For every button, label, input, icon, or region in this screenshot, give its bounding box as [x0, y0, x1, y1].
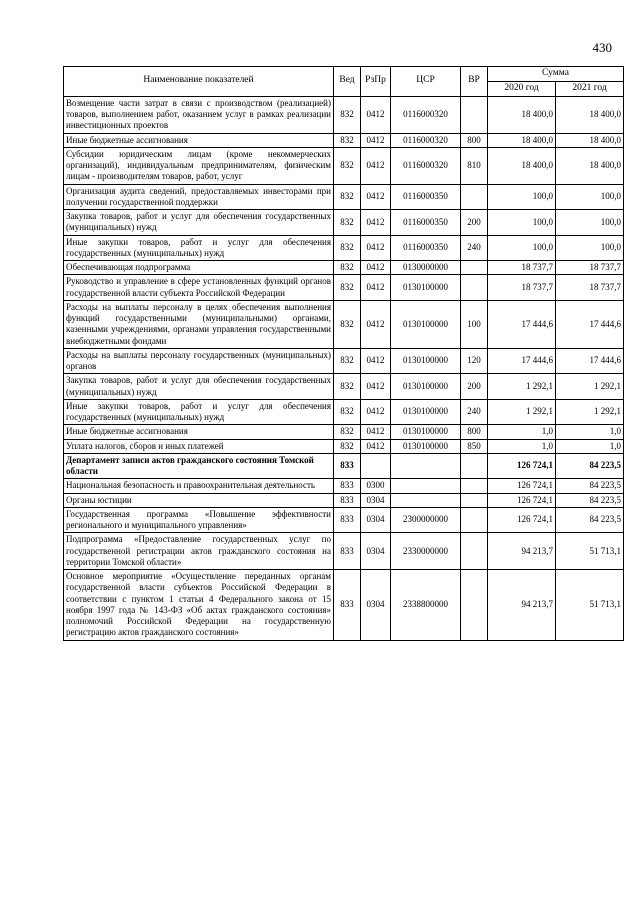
- row-ved-cell: 832: [334, 425, 361, 439]
- row-rzpr-cell: 0412: [361, 439, 391, 453]
- row-csr-cell: 2300000000: [391, 507, 461, 533]
- row-sum-2020-cell: 1 292,1: [488, 399, 556, 425]
- row-rzpr-cell: 0412: [361, 96, 391, 133]
- table-row: [64, 533, 624, 570]
- row-vr-cell: [461, 493, 488, 507]
- table-row: [64, 453, 624, 479]
- row-ved-cell: 832: [334, 399, 361, 425]
- row-sum-2020-cell: 100,0: [488, 210, 556, 236]
- row-ved-cell: 833: [334, 493, 361, 507]
- row-ved-cell: 832: [334, 147, 361, 184]
- row-name-cell: Иные закупки товаров, работ и услуг для обеспечения государственных (муниципальных) нужд: [64, 399, 334, 425]
- row-sum-2021-cell: 17 444,6: [556, 300, 624, 348]
- table-row: [64, 374, 624, 400]
- table-body: [64, 96, 624, 640]
- row-sum-2020-cell: 18 737,7: [488, 261, 556, 275]
- row-ved-cell: 833: [334, 570, 361, 641]
- row-name-cell: Иные бюджетные ассигнования: [64, 133, 334, 147]
- row-sum-2020-cell: 17 444,6: [488, 300, 556, 348]
- row-vr-cell: 100: [461, 300, 488, 348]
- row-sum-2020-cell: 18 737,7: [488, 275, 556, 301]
- row-csr-cell: [391, 479, 461, 493]
- row-vr-cell: 240: [461, 235, 488, 261]
- row-sum-2021-cell: 84 223,5: [556, 493, 624, 507]
- row-sum-2021-cell: 1 292,1: [556, 399, 624, 425]
- header-vr: ВР: [461, 67, 488, 97]
- row-sum-2021-cell: 84 223,5: [556, 453, 624, 479]
- row-rzpr-cell: 0300: [361, 479, 391, 493]
- row-ved-cell: 832: [334, 374, 361, 400]
- table-row: [64, 184, 624, 210]
- row-sum-2021-cell: 1 292,1: [556, 374, 624, 400]
- row-vr-cell: 800: [461, 425, 488, 439]
- header-ved: Вед: [334, 67, 361, 97]
- row-sum-2021-cell: 17 444,6: [556, 348, 624, 374]
- table-row: [64, 507, 624, 533]
- row-sum-2020-cell: 18 400,0: [488, 96, 556, 133]
- table-row: [64, 147, 624, 184]
- row-csr-cell: 0130100000: [391, 425, 461, 439]
- row-name-cell: Расходы на выплаты персоналу государственных (муниципальных) органов: [64, 348, 334, 374]
- row-sum-2020-cell: 126 724,1: [488, 453, 556, 479]
- row-sum-2021-cell: 18 400,0: [556, 147, 624, 184]
- row-name-cell: Подпрограмма «Предоставление государственных услуг по государственной регистрации актов гражданского состояния на территории Томской области»: [64, 533, 334, 570]
- row-name-cell: Организация аудита сведений, предоставляемых инвесторами при получении государственной поддержки: [64, 184, 334, 210]
- row-name-cell: Органы юстиции: [64, 493, 334, 507]
- row-csr-cell: 2338800000: [391, 570, 461, 641]
- row-sum-2020-cell: 18 400,0: [488, 147, 556, 184]
- row-name-cell: Уплата налогов, сборов и иных платежей: [64, 439, 334, 453]
- row-name-cell: Расходы на выплаты персоналу в целях обеспечения выполнения функций государственными (муниципальными) органами, казенными учреждениями, органами управления государственными внебюджетными фондами: [64, 300, 334, 348]
- row-sum-2021-cell: 1,0: [556, 439, 624, 453]
- row-csr-cell: 0130100000: [391, 399, 461, 425]
- row-csr-cell: 0130100000: [391, 439, 461, 453]
- row-ved-cell: 832: [334, 261, 361, 275]
- row-sum-2020-cell: 18 400,0: [488, 133, 556, 147]
- row-rzpr-cell: 0304: [361, 533, 391, 570]
- row-sum-2021-cell: 18 400,0: [556, 96, 624, 133]
- row-vr-cell: 810: [461, 147, 488, 184]
- row-sum-2021-cell: 18 737,7: [556, 275, 624, 301]
- row-sum-2021-cell: 100,0: [556, 235, 624, 261]
- row-rzpr-cell: 0412: [361, 133, 391, 147]
- row-ved-cell: 832: [334, 235, 361, 261]
- table-row: [64, 300, 624, 348]
- row-rzpr-cell: 0304: [361, 493, 391, 507]
- row-csr-cell: 0130100000: [391, 300, 461, 348]
- row-name-cell: Государственная программа «Повышение эффективности регионального и муниципального управления»: [64, 507, 334, 533]
- row-ved-cell: 832: [334, 275, 361, 301]
- page-number: 430: [592, 40, 612, 55]
- row-sum-2021-cell: 51 713,1: [556, 570, 624, 641]
- row-rzpr-cell: 0412: [361, 147, 391, 184]
- row-vr-cell: [461, 184, 488, 210]
- header-2021: 2021 год: [556, 81, 624, 96]
- header-name: Наименование показателей: [64, 67, 334, 97]
- row-vr-cell: [461, 275, 488, 301]
- row-csr-cell: 2330000000: [391, 533, 461, 570]
- row-csr-cell: 0130100000: [391, 348, 461, 374]
- row-sum-2021-cell: 18 400,0: [556, 133, 624, 147]
- row-vr-cell: [461, 533, 488, 570]
- row-sum-2020-cell: 94 213,7: [488, 570, 556, 641]
- header-sum: Сумма: [488, 67, 624, 82]
- row-sum-2021-cell: 100,0: [556, 184, 624, 210]
- row-ved-cell: 833: [334, 533, 361, 570]
- row-rzpr-cell: 0412: [361, 374, 391, 400]
- row-vr-cell: 240: [461, 399, 488, 425]
- budget-table: [63, 66, 624, 641]
- row-name-cell: Закупка товаров, работ и услуг для обеспечения государственных (муниципальных) нужд: [64, 210, 334, 236]
- row-csr-cell: 0116000350: [391, 210, 461, 236]
- row-vr-cell: 800: [461, 133, 488, 147]
- row-rzpr-cell: 0412: [361, 261, 391, 275]
- table-row: [64, 399, 624, 425]
- table-row: [64, 235, 624, 261]
- row-name-cell: Основное мероприятие «Осуществление переданных органам государственной власти субъектов Российской Федерации в соответствии с пунктом 1 статьи 4 Федерального закона от 15 ноября 1997 года № 143-ФЗ «Об актах гражданского состояния» полномочий Российской Федерации на государственную регистрацию актов гражданского состояния»: [64, 570, 334, 641]
- row-rzpr-cell: 0304: [361, 570, 391, 641]
- row-rzpr-cell: 0412: [361, 300, 391, 348]
- row-ved-cell: 832: [334, 184, 361, 210]
- row-name-cell: Закупка товаров, работ и услуг для обеспечения государственных (муниципальных) нужд: [64, 374, 334, 400]
- row-rzpr-cell: 0412: [361, 210, 391, 236]
- row-name-cell: Субсидии юридическим лицам (кроме некоммерческих организаций), индивидуальным предпринимателям, физическим лицам - производителям товаров, работ, услуг: [64, 147, 334, 184]
- header-csr: ЦСР: [391, 67, 461, 97]
- row-vr-cell: [461, 261, 488, 275]
- row-sum-2020-cell: 126 724,1: [488, 507, 556, 533]
- row-ved-cell: 833: [334, 479, 361, 493]
- table-row: [64, 439, 624, 453]
- row-vr-cell: [461, 479, 488, 493]
- row-name-cell: Обеспечивающая подпрограмма: [64, 261, 334, 275]
- row-csr-cell: 0116000320: [391, 96, 461, 133]
- row-ved-cell: 832: [334, 348, 361, 374]
- table-row: [64, 479, 624, 493]
- row-csr-cell: [391, 493, 461, 507]
- row-csr-cell: 0130100000: [391, 374, 461, 400]
- row-sum-2020-cell: 17 444,6: [488, 348, 556, 374]
- row-vr-cell: [461, 96, 488, 133]
- table-row: [64, 210, 624, 236]
- row-sum-2020-cell: 1,0: [488, 439, 556, 453]
- row-sum-2021-cell: 100,0: [556, 210, 624, 236]
- row-sum-2021-cell: 1,0: [556, 425, 624, 439]
- row-sum-2020-cell: 126 724,1: [488, 493, 556, 507]
- row-name-cell: Иные закупки товаров, работ и услуг для обеспечения государственных (муниципальных) нужд: [64, 235, 334, 261]
- row-ved-cell: 832: [334, 439, 361, 453]
- row-name-cell: Иные бюджетные ассигнования: [64, 425, 334, 439]
- row-rzpr-cell: 0412: [361, 348, 391, 374]
- row-ved-cell: 833: [334, 507, 361, 533]
- row-ved-cell: 832: [334, 210, 361, 236]
- row-ved-cell: 833: [334, 453, 361, 479]
- row-sum-2021-cell: 51 713,1: [556, 533, 624, 570]
- row-sum-2020-cell: 1 292,1: [488, 374, 556, 400]
- row-sum-2020-cell: 94 213,7: [488, 533, 556, 570]
- row-sum-2020-cell: 100,0: [488, 184, 556, 210]
- row-vr-cell: 200: [461, 210, 488, 236]
- row-name-cell: Возмещение части затрат в связи с производством (реализацией) товаров, выполнением работ, оказанием услуг в рамках реализации инвестиционных проектов: [64, 96, 334, 133]
- row-ved-cell: 832: [334, 133, 361, 147]
- row-vr-cell: 850: [461, 439, 488, 453]
- row-vr-cell: 200: [461, 374, 488, 400]
- table-row: [64, 275, 624, 301]
- row-rzpr-cell: 0412: [361, 184, 391, 210]
- row-sum-2020-cell: 1,0: [488, 425, 556, 439]
- row-rzpr-cell: 0304: [361, 507, 391, 533]
- row-vr-cell: [461, 507, 488, 533]
- header-rzpr: РзПр: [361, 67, 391, 97]
- header-2020: 2020 год: [488, 81, 556, 96]
- row-name-cell: Национальная безопасность и правоохранительная деятельность: [64, 479, 334, 493]
- row-csr-cell: 0116000350: [391, 235, 461, 261]
- table-row: [64, 348, 624, 374]
- row-sum-2020-cell: 100,0: [488, 235, 556, 261]
- row-rzpr-cell: 0412: [361, 425, 391, 439]
- row-rzpr-cell: 0412: [361, 399, 391, 425]
- row-csr-cell: 0116000350: [391, 184, 461, 210]
- row-sum-2020-cell: 126 724,1: [488, 479, 556, 493]
- row-csr-cell: [391, 453, 461, 479]
- row-rzpr-cell: 0412: [361, 235, 391, 261]
- table-row: [64, 133, 624, 147]
- row-sum-2021-cell: 84 223,5: [556, 479, 624, 493]
- row-vr-cell: 120: [461, 348, 488, 374]
- row-vr-cell: [461, 453, 488, 479]
- row-sum-2021-cell: 18 737,7: [556, 261, 624, 275]
- row-csr-cell: 0116000320: [391, 133, 461, 147]
- row-name-cell: Департамент записи актов гражданского состояния Томской области: [64, 453, 334, 479]
- row-rzpr-cell: 0412: [361, 275, 391, 301]
- table-row: [64, 425, 624, 439]
- row-rzpr-cell: [361, 453, 391, 479]
- row-csr-cell: 0130000000: [391, 261, 461, 275]
- row-vr-cell: [461, 570, 488, 641]
- row-csr-cell: 0130100000: [391, 275, 461, 301]
- row-csr-cell: 0116000320: [391, 147, 461, 184]
- row-ved-cell: 832: [334, 300, 361, 348]
- table-row: [64, 96, 624, 133]
- row-sum-2021-cell: 84 223,5: [556, 507, 624, 533]
- table-row: [64, 261, 624, 275]
- table-row: [64, 570, 624, 641]
- row-ved-cell: 832: [334, 96, 361, 133]
- table-row: [64, 493, 624, 507]
- row-name-cell: Руководство и управление в сфере установленных функций органов государственной власти субъекта Российской Федерации: [64, 275, 334, 301]
